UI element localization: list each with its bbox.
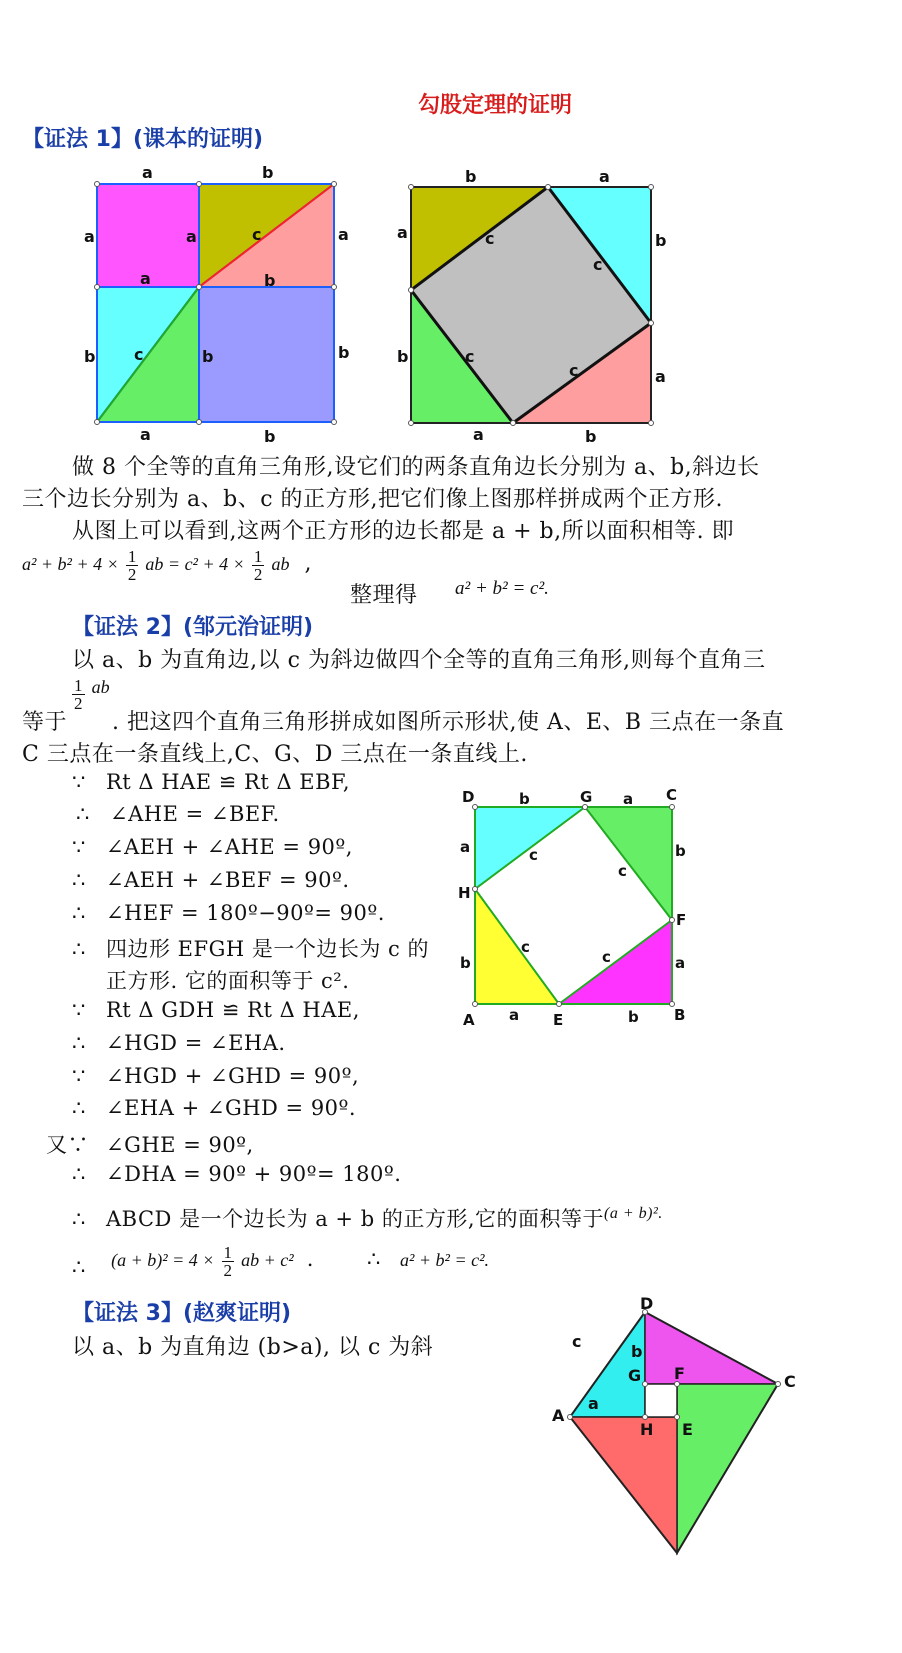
step-symbol: ∴ xyxy=(72,1255,86,1279)
step-text: ∠HGD + ∠GHD = 90º, xyxy=(106,1064,360,1088)
frac-num: 1 xyxy=(127,547,137,566)
label: a xyxy=(473,425,484,444)
step-symbol: ∴ xyxy=(72,1207,86,1231)
proof1-figure-right xyxy=(393,160,683,445)
label: c xyxy=(252,225,262,244)
proof-step xyxy=(76,802,280,826)
label: c xyxy=(465,347,475,366)
step-text: ABCD 是一个边长为 a + b 的正方形,它的面积等于 xyxy=(106,1207,605,1231)
label: b xyxy=(202,347,214,366)
proof-step xyxy=(72,965,349,995)
label: b xyxy=(519,790,530,808)
eq-mid: ab = c² + 4 × xyxy=(145,554,245,574)
final-result: a² + b² = c². xyxy=(400,1250,489,1270)
label: c xyxy=(572,1332,582,1351)
final-eq-right: ab + c² xyxy=(241,1250,294,1270)
label: b xyxy=(675,842,686,860)
label: b xyxy=(84,347,96,366)
step-symbol: ∴ xyxy=(72,901,86,925)
step-text: ∠DHA = 90º + 90º= 180º. xyxy=(106,1162,402,1186)
proof2-final-line xyxy=(72,1244,489,1279)
label: c xyxy=(521,938,530,956)
proof2-figure xyxy=(455,782,695,1032)
proof1-text-line3: 从图上可以看到,这两个正方形的边长都是 a + b,所以面积相等. 即 xyxy=(72,519,735,544)
label: b xyxy=(262,163,274,182)
label: c xyxy=(618,862,627,880)
proof-step xyxy=(72,1064,359,1088)
proof2-text-line3: C 三点在一条直线上,C、G、D 三点在一条直线上. xyxy=(22,742,528,767)
proof2-text-line2-rest: . 把这四个直角三角形拼成如图所示形状,使 A、E、B 三点在一条直 xyxy=(112,710,785,735)
fraction xyxy=(126,548,139,583)
step-symbol: ∴ xyxy=(367,1247,381,1271)
vertex-H: H xyxy=(640,1420,654,1439)
step-text: ∠HGD = ∠EHA. xyxy=(106,1031,286,1055)
label: b xyxy=(628,1008,639,1026)
proof-step xyxy=(72,868,350,892)
label: a xyxy=(655,367,666,386)
proof-step xyxy=(72,1031,286,1055)
label: b xyxy=(465,167,477,186)
vertex-D: D xyxy=(462,788,475,806)
page-title: 勾股定理的证明 xyxy=(418,93,573,118)
label: c xyxy=(569,361,579,380)
step-symbol: ∵ xyxy=(72,998,86,1022)
ab-term: ab xyxy=(91,677,110,697)
proof1-text-line2: 三个边长分别为 a、b、c 的正方形,把它们像上图那样拼成两个正方形. xyxy=(22,487,723,512)
proof3-text-line1: 以 a、b 为直角边 (b>a), 以 c 为斜 xyxy=(72,1335,434,1360)
label: a xyxy=(140,425,151,444)
step-symbol: ∵ xyxy=(72,770,86,794)
label: c xyxy=(602,948,611,966)
vertex-G: G xyxy=(628,1366,642,1385)
step-text: 四边形 EFGH 是一个边长为 c 的 xyxy=(106,937,429,961)
label: c xyxy=(529,846,538,864)
label: a xyxy=(397,223,408,242)
vertex-F: F xyxy=(674,1364,685,1383)
step-symbol: ∴ xyxy=(72,1096,86,1120)
step-symbol: ∴ xyxy=(72,1031,86,1055)
step-symbol: ∴ xyxy=(72,937,86,961)
proof2-half-ab xyxy=(70,677,110,712)
label: a xyxy=(142,163,153,182)
proof1-equation xyxy=(22,548,312,583)
label: c xyxy=(593,255,603,274)
frac-den: 2 xyxy=(74,694,83,714)
step-text: ∠AHE = ∠BEF. xyxy=(110,802,280,826)
step-text: ∠AEH + ∠AHE = 90º, xyxy=(106,835,353,859)
step-symbol: ∴ xyxy=(72,1162,86,1186)
label: a xyxy=(675,954,686,972)
frac-num: 1 xyxy=(253,547,263,566)
frac-den: 2 xyxy=(127,565,137,584)
proof-step xyxy=(72,1162,401,1186)
vertex-C: C xyxy=(784,1372,796,1391)
proof1-result: a² + b² = c². xyxy=(455,578,549,599)
frac-num: 1 xyxy=(74,676,83,696)
eq-left: a² + b² + 4 × xyxy=(22,554,119,574)
label: a xyxy=(140,269,151,288)
label: b xyxy=(264,271,276,290)
label: b xyxy=(397,347,409,366)
abcd-expr: (a + b)². xyxy=(604,1205,663,1222)
proof1-figure-left xyxy=(80,160,370,445)
proof3-figure xyxy=(548,1294,848,1545)
step-text: ∠GHE = 90º, xyxy=(106,1133,254,1157)
vertex-A: A xyxy=(463,1011,475,1029)
proof-step xyxy=(46,1129,254,1159)
vertex-G: G xyxy=(580,788,593,806)
step-text: ∠HEF = 180º−90º= 90º. xyxy=(106,901,385,925)
label: b xyxy=(631,1342,643,1361)
label: a xyxy=(509,1006,520,1024)
label: b xyxy=(585,427,597,446)
label: a xyxy=(623,790,634,808)
proof-step xyxy=(72,998,360,1022)
label: c xyxy=(485,229,495,248)
label: a xyxy=(338,225,349,244)
eq-end: ab xyxy=(271,554,290,574)
vertex-E: E xyxy=(553,1011,564,1029)
proof-step xyxy=(72,901,385,925)
proof2-text-line1: 以 a、b 为直角边,以 c 为斜边做四个全等的直角三角形,则每个直角三 xyxy=(72,648,766,673)
proof-step xyxy=(72,770,350,794)
step-symbol: ∵ xyxy=(72,1064,86,1088)
proof-step xyxy=(72,933,429,963)
final-eq-left: (a + b)² = 4 × xyxy=(111,1250,215,1270)
step-symbol: ∵ xyxy=(72,835,86,859)
fraction xyxy=(222,1244,235,1279)
proof1-text-line1: 做 8 个全等的直角三角形,设它们的两条直角边长分别为 a、b,斜边长 xyxy=(72,455,760,480)
frac-num: 1 xyxy=(223,1243,233,1262)
tidy-label: 整理得 xyxy=(350,583,418,608)
label: a xyxy=(588,1394,599,1413)
step-text: Rt Δ HAE ≌ Rt Δ EBF, xyxy=(106,770,351,794)
step-symbol: ∴ xyxy=(76,802,90,826)
vertex-E: E xyxy=(682,1420,693,1439)
label: c xyxy=(134,345,144,364)
fraction xyxy=(72,677,85,712)
step-text: ∠AEH + ∠BEF = 90º. xyxy=(106,868,350,892)
final-dot: . xyxy=(306,1247,314,1271)
label: b xyxy=(655,231,667,250)
vertex-F: F xyxy=(676,911,687,929)
step-text: Rt Δ GDH ≌ Rt Δ HAE, xyxy=(106,998,360,1022)
frac-den: 2 xyxy=(223,1261,233,1280)
proof2-heading: 【证法 2】(邹元治证明) xyxy=(72,615,314,640)
proof3-heading: 【证法 3】(赵爽证明) xyxy=(72,1301,292,1326)
label: a xyxy=(84,227,95,246)
label: b xyxy=(460,954,471,972)
step-symbol: ∴ xyxy=(72,868,86,892)
proof1-heading: 【证法 1】(课本的证明) xyxy=(22,127,264,152)
vertex-A: A xyxy=(552,1406,565,1425)
vertex-D: D xyxy=(640,1294,654,1313)
proof-step xyxy=(72,1096,356,1120)
vertex-C: C xyxy=(666,786,678,804)
eq-comma: , xyxy=(304,551,313,576)
step-text: ∠EHA + ∠GHD = 90º. xyxy=(106,1096,357,1120)
vertex-B: B xyxy=(674,1006,686,1024)
step-text: 正方形. 它的面积等于 c². xyxy=(106,969,350,993)
label: b xyxy=(338,343,350,362)
frac-den: 2 xyxy=(253,565,263,584)
proof2-abcd-line xyxy=(72,1203,663,1233)
proof-step xyxy=(72,835,353,859)
label: b xyxy=(264,427,276,446)
label: a xyxy=(186,227,197,246)
fraction xyxy=(252,548,265,583)
label: a xyxy=(460,838,471,856)
label: a xyxy=(599,167,610,186)
proof2-text-line2-prefix: 等于 xyxy=(22,710,68,735)
vertex-H: H xyxy=(458,884,471,902)
step-symbol: 又∵ xyxy=(46,1133,89,1157)
